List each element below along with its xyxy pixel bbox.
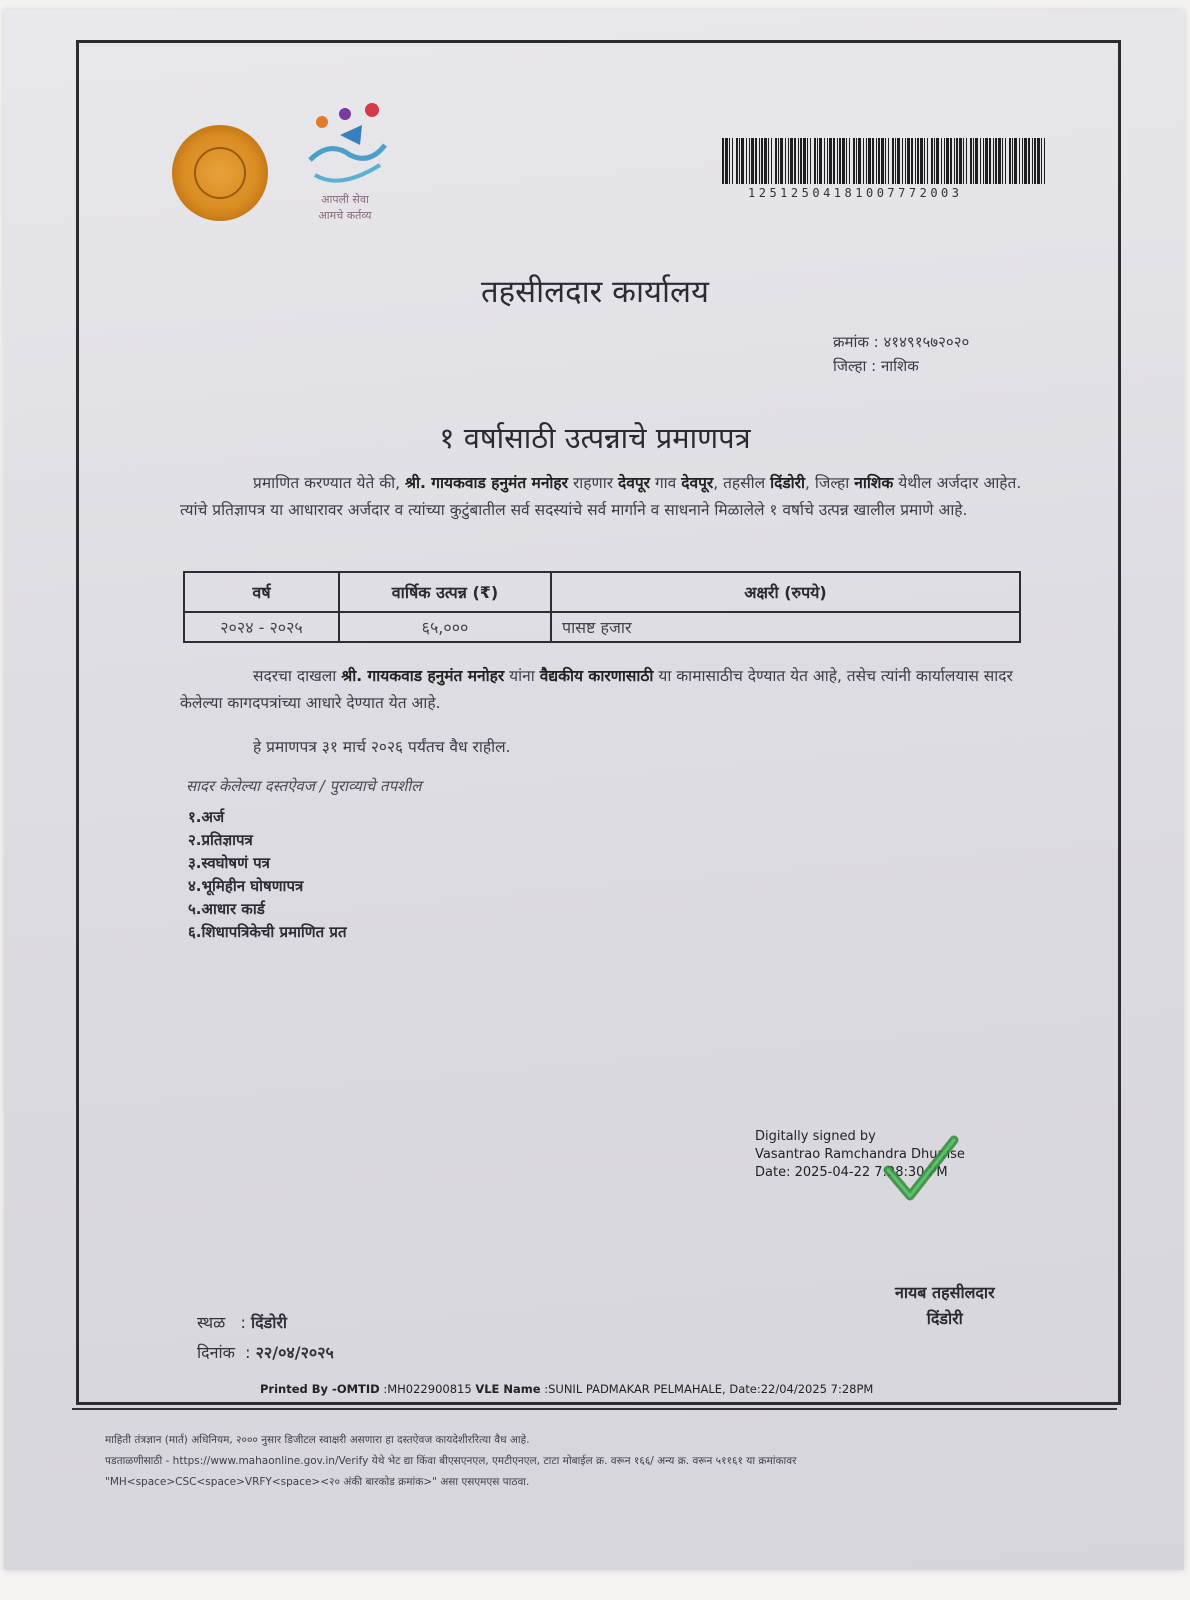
serial-label: क्रमांक :: [833, 333, 879, 351]
place-value: दिंडोरी: [251, 1313, 288, 1332]
list-item: ४.भूमिहीन घोषणापत्र: [188, 877, 304, 895]
logo-caption: आपली सेवा आमचे कर्तव्य: [318, 193, 372, 222]
verification-footer: माहिती तंत्रज्ञान (मार्त) अधिनियम, २००० नुसार डिजीटल स्वाक्षरी असणारा हा दस्तऐवज कायदेशीररित्या वैध आहे. पडताळणीसाठी - https://www.mahaonline.gov.in/Verify येथे भेट द्या किंवा बीएसएनएल, एमटीएनएल, टाटा मोबाईल क्र. वरून १६६/ अन्य क्र. वरून ५११६१ या क्रमांकावर "MH<space>CSC<space>VRFY<space><२० अंकी बारकोड क्रमांक>" असा एसएमएस पाठवा.: [105, 1434, 797, 1488]
district-label: जिल्हा :: [833, 357, 877, 375]
documents-heading: सादर केलेल्या दस्तऐवज / पुराव्याचे तपशील: [186, 777, 422, 795]
list-item: ६.शिधापत्रिकेची प्रमाणित प्रत: [188, 923, 347, 941]
applicant-name: श्री. गायकवाड हनुमंत मनोहर: [404, 474, 569, 492]
list-item: २.प्रतिज्ञापत्र: [188, 831, 253, 849]
digital-signature: Digitally signed by Vasantrao Ramchandra Dhumse Date: 2025-04-22 7:28:30 PM: [755, 1129, 965, 1180]
purpose: वैद्यकीय कारणासाठी: [539, 667, 654, 685]
barcode-icon: [722, 138, 1052, 184]
table-header-row: [184, 572, 1020, 612]
certificate-title: १ वर्षासाठी उत्पन्नाचे प्रमाणपत्र: [439, 421, 751, 455]
page-border: [76, 40, 1121, 1405]
table-header: वर्ष: [184, 572, 339, 612]
certificate-meta: [833, 330, 969, 378]
signature-check-icon: [880, 1130, 960, 1210]
serial-value: ४१४९१५७२०२०: [883, 333, 970, 351]
income-table: [183, 571, 1021, 643]
designation: [895, 1280, 995, 1332]
list-item: ५.आधार कार्ड: [188, 900, 265, 918]
purpose-paragraph: सदरचा दाखला श्री. गायकवाड हनुमंत मनोहर यांना वैद्यकीय कारणासाठी या कामासाठीच देण्यात येत आहे, तसेच त्यांनी कार्यालयास सादर केलेल्या कागदपत्रांच्या आधारे देण्यात येत आहे.: [180, 667, 1013, 712]
table-cell: ६५,०००: [339, 612, 551, 642]
barcode-number: 12512504181007772003: [748, 186, 963, 200]
aaple-sarkar-logo-icon: [300, 100, 390, 200]
date-value: २२/०४/२०२५: [255, 1343, 334, 1362]
maharashtra-seal-icon: [172, 125, 268, 221]
list-item: १.अर्ज: [188, 808, 225, 826]
documents-list: [188, 806, 347, 944]
table-cell: २०२४ - २०२५: [184, 612, 339, 642]
designation-place: दिंडोरी: [926, 1309, 963, 1328]
designation-title: नायब तहसीलदार: [895, 1283, 995, 1302]
printed-by: Printed By -OMTID :MH022900815 VLE Name :SUNIL PADMAKAR PELMAHALE, Date:22/04/2025 7:28PM: [260, 1382, 874, 1396]
district-value: नाशिक: [880, 357, 919, 375]
office-title: तहसीलदार कार्यालय: [480, 274, 709, 310]
footer-divider: [72, 1408, 1117, 1410]
validity-text: हे प्रमाणपत्र ३१ मार्च २०२६ पर्यंतच वैध राहील.: [253, 738, 511, 756]
list-item: ३.स्वघोषणं पत्र: [188, 854, 270, 872]
table-header: अक्षरी (रुपये): [551, 572, 1020, 612]
table-header: वार्षिक उत्पन्न (₹): [339, 572, 551, 612]
table-row: [184, 612, 1020, 642]
place-date: स्थळ : दिंडोरी दिनांक : २२/०४/२०२५: [197, 1313, 334, 1362]
table-cell: पासष्ट हजार: [551, 612, 1020, 642]
certificate-paper: [4, 10, 1184, 1570]
certification-paragraph: प्रमाणित करण्यात येते की, श्री. गायकवाड हनुमंत मनोहर राहणार देवपूर गाव देवपूर, तहसील दिंडोरी, जिल्हा नाशिक येथील अर्जदार आहेत. त्यांचे प्रतिज्ञापत्र या आधारावर अर्जदार व त्यांच्या कुटुंबातील सर्व सदस्यांचे सर्व मार्गाने व साधनाने मिळालेले १ वर्षाचे उत्पन्न खालील प्रमाणे आहे.: [180, 474, 1022, 519]
